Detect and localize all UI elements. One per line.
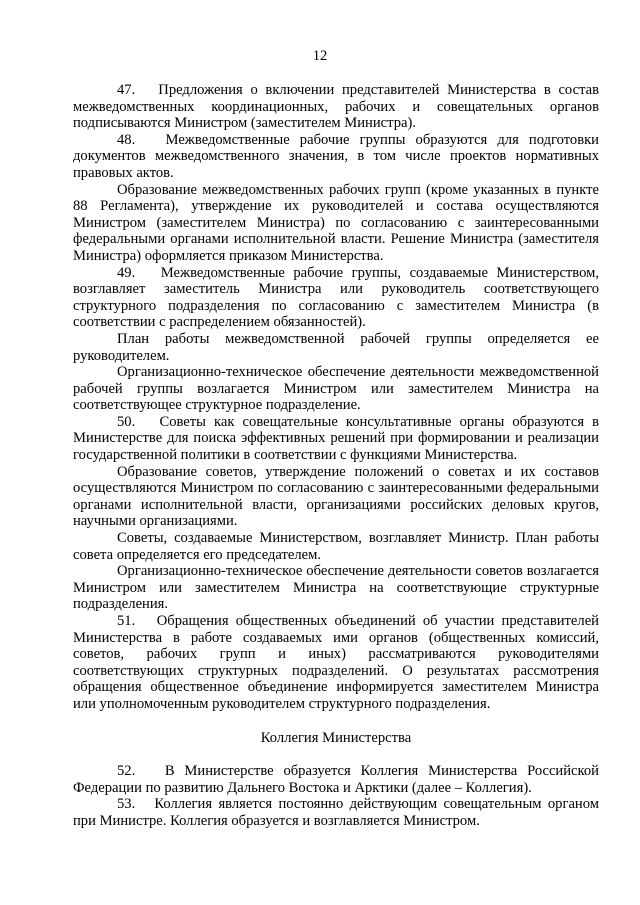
paragraph-50-chair: Советы, создаваемые Министерством, возглавляет Министр. План работы совета определяется его председателем. — [73, 530, 599, 563]
paragraph-48: 48. Межведомственные рабочие группы образуются для подготовки документов межведомственного значения, в том числе проектов нормативных правовых актов. — [73, 131, 599, 181]
paragraph-49: 49. Межведомственные рабочие группы, создаваемые Министерством, возглавляет заместитель Министра или руководитель соответствующего структурного подразделения по согласованию с заместителем Министра (в соответствии с распределением обязанностей). — [73, 264, 599, 331]
document-body — [73, 82, 599, 830]
paragraph-49-work-plan: План работы межведомственной рабочей группы определяется ее руководителем. — [73, 330, 599, 364]
page-number: 12 — [312, 48, 328, 64]
section-heading: Коллегия Министерства — [260, 729, 412, 746]
paragraph-50: 50. Советы как совещательные консультативные органы образуются в Министерстве для поиска эффективных решений при формировании и реализации государственной политики в соответствии с функциями Министерства. — [73, 413, 599, 464]
paragraph-51: 51. Обращения общественных объединений об участии представителей Министерства в работе создаваемых ими органов (общественных комиссий, советов, рабочих групп и иных) рассматриваются руководителями соответствующих структурных подразделений. О результатах рассмотрения обращения общественное объединение информируется заместителем Министра или уполномоченным руководителем структурного подразделения. — [73, 613, 599, 712]
paragraph-49-support: Организационно-техническое обеспечение деятельности межведомственной рабочей группы возлагается Министром или заместителем Министра на соответствующее структурное подразделение. — [73, 364, 599, 414]
paragraph-52: 52. В Министерстве образуется Коллегия Министерства Российской Федерации по развитию Дальнего Востока и Арктики (далее – Коллегия). — [73, 763, 599, 796]
paragraph-50-councils: Образование советов, утверждение положений о советах и их составов осуществляются Министром по согласованию с заинтересованными федеральными органами исполнительной власти, организациями российских деловых кругов, научными организациями. — [73, 463, 599, 530]
paragraph-53: 53. Коллегия является постоянно действующим совещательным органом при Министре. Коллегия образуется и возглавляется Министром. — [73, 796, 599, 829]
paragraph-48-working-groups: Образование межведомственных рабочих групп (кроме указанных в пункте 88 Регламента), утверждение их руководителей и состава осуществляются Министром (заместителем Министра) по согласованию с заинтересованными федеральными органами исполнительной власти. Решение Министра (заместителя Министра) оформляется приказом Министерства. — [73, 181, 599, 264]
paragraph-50-support: Организационно-техническое обеспечение деятельности советов возлагается Министром или заместителем Министра на соответствующие структурные подразделения. — [73, 563, 599, 613]
paragraph-47: 47. Предложения о включении представителей Министерства в состав межведомственных координационных, рабочих и совещательных органов подписываются Министром (заместителем Министра). — [73, 82, 599, 132]
